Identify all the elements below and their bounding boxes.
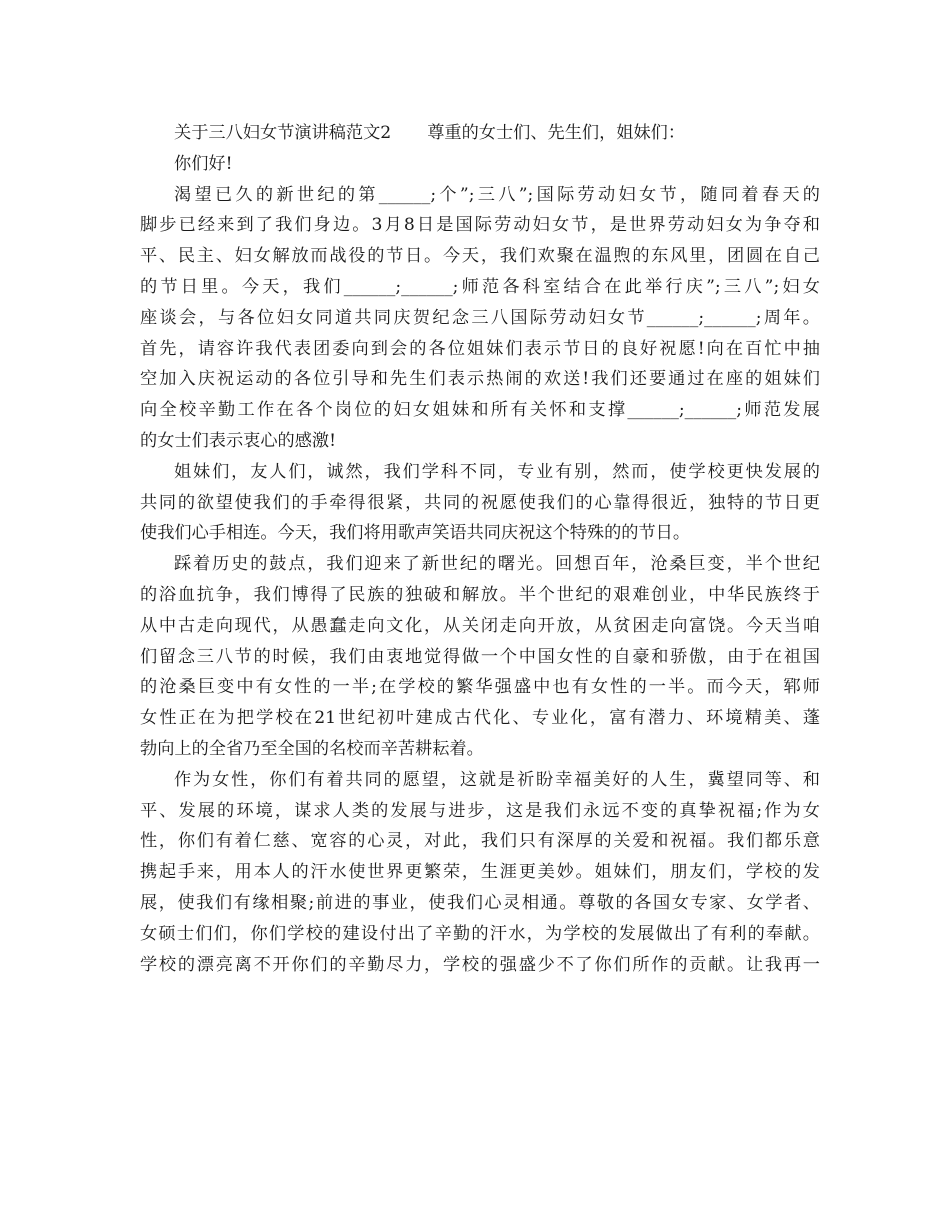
text-line: 展，使我们有缘相聚;前进的事业，使我们心灵相通。尊敬的各国女专家、女学者、: [140, 892, 820, 913]
text-line: 座谈会，与各位妇女同道共同庆贺纪念三八国际劳动妇女节______;______;周年。: [140, 307, 820, 328]
salutation: 尊重的女士们、先生们，姐妹们：: [427, 123, 686, 143]
text-line: 从中古走向现代，从愚蠢走向文化，从关闭走向开放，从贫困走向富饶。今天当咱: [140, 615, 820, 636]
text-line: 女硕士们们，你们学校的建设付出了辛勤的汗水，为学校的发展做出了有利的奉献。: [140, 923, 820, 944]
text-line: 向全校辛勤工作在各个岗位的妇女姐妹和所有关怀和支撑______;______;师范发展: [140, 400, 820, 421]
speech-text: [140, 180, 820, 981]
text-line: 脚步已经来到了我们身边。3月8日是国际劳动妇女节，是世界劳动妇女为争夺和: [140, 215, 820, 236]
text-line: 的节日里。今天，我们______;______;师范各科室结合在此举行庆”;三八”;妇女: [140, 276, 820, 297]
text-line: 空加入庆祝运动的各位引导和先生们表示热闹的欢送!我们还要通过在座的姐妹们: [140, 369, 820, 390]
title-line: [140, 118, 820, 149]
text-line: 学校的漂亮离不开你们的辛勤尽力，学校的强盛少不了你们所作的贡献。让我再一: [140, 954, 820, 975]
document-title: 关于三八妇女节演讲稿范文2: [174, 123, 392, 143]
text-line: 姐妹们，友人们，诚然，我们学科不同，专业有别，然而，使学校更快发展的: [174, 461, 820, 482]
greeting: 你们好!: [174, 153, 233, 174]
text-line: 平、民主、妇女解放而战役的节日。今天，我们欢聚在温煦的东风里，团圆在自己: [140, 246, 820, 267]
text-line: 共同的欲望使我们的手牵得很紧，共同的祝愿使我们的心靠得很近，独特的节日更: [140, 492, 820, 513]
text-line: 携起手来，用本人的汗水使世界更繁荣，生涯更美妙。姐妹们，朋友们，学校的发: [140, 862, 820, 883]
text-line: 性，你们有着仁慈、宽容的心灵，对此，我们只有深厚的关爱和祝福。我们都乐意: [140, 831, 820, 852]
text-line: 渴望已久的新世纪的第______;个”;三八”;国际劳动妇女节，随同着春天的: [174, 184, 820, 205]
text-line: 首先，请容许我代表团委向到会的各位姐妹们表示节日的良好祝愿!向在百忙中抽: [140, 338, 820, 359]
text-line: 踩着历史的鼓点，我们迎来了新世纪的曙光。回想百年，沧桑巨变，半个世纪: [174, 554, 820, 575]
text-line: 的浴血抗争，我们博得了民族的独破和解放。半个世纪的艰难创业，中华民族终于: [140, 584, 820, 605]
text-line: 平、发展的环境，谋求人类的发展与进步，这是我们永远不变的真挚祝福;作为女: [140, 800, 820, 821]
text-line: 使我们心手相连。今天，我们将用歌声笑语共同庆祝这个特殊的的节日。: [140, 523, 691, 544]
text-line: 女性正在为把学校在21世纪初叶建成古代化、专业化，富有潜力、环境精美、蓬: [140, 708, 820, 729]
text-line: 作为女性，你们有着共同的愿望，这就是祈盼幸福美好的人生，冀望同等、和: [174, 769, 820, 790]
text-line: 们留念三八节的时候，我们由衷地觉得做一个中国女性的自豪和骄傲，由于在祖国: [140, 646, 820, 667]
text-line: 的女士们表示衷心的感激!: [140, 430, 336, 451]
text-line: 的沧桑巨变中有女性的一半;在学校的繁华强盛中也有女性的一半。而今天，郓师: [140, 677, 820, 698]
document-body: [140, 118, 820, 980]
text-line: 勃向上的全省乃至全国的名校而辛苦耕耘着。: [140, 738, 484, 759]
